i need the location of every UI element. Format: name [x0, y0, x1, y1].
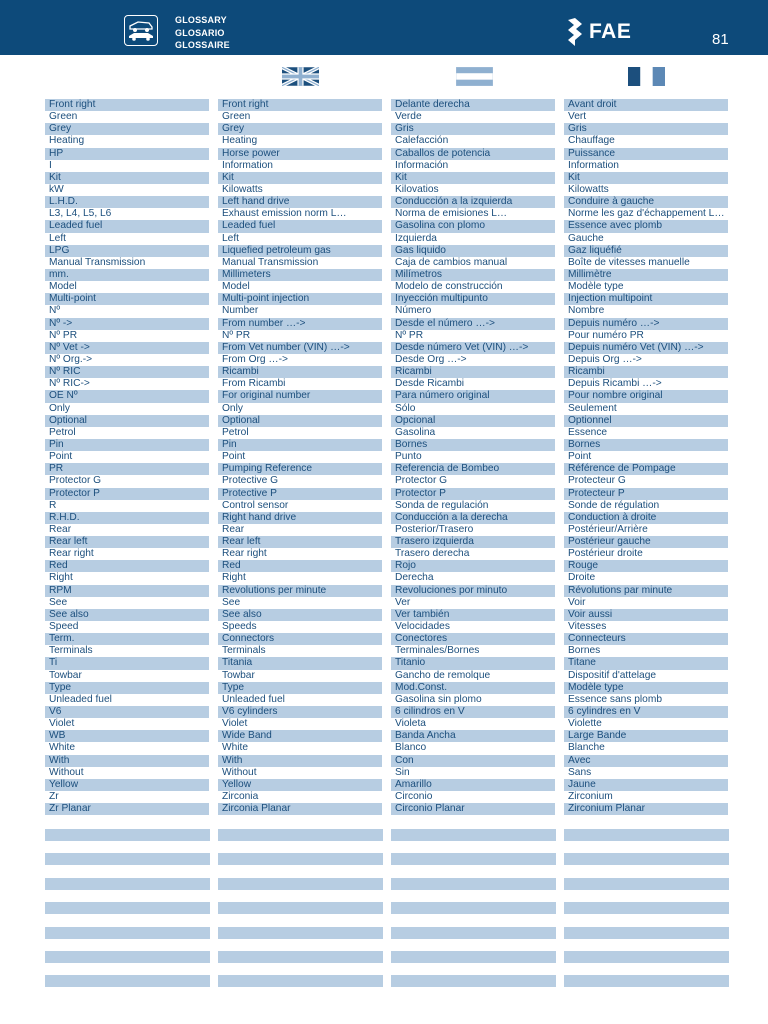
empty-row [45, 927, 210, 939]
list-item: Term. [45, 633, 209, 645]
list-item: From number …-> [218, 318, 382, 330]
list-item: Kilovatios [395, 183, 439, 195]
list-item: Zirconium Planar [564, 803, 728, 815]
empty-row [45, 951, 210, 963]
list-item: Violet [49, 718, 75, 730]
empty-row [564, 853, 729, 865]
list-item: Heating [49, 135, 85, 147]
list-item: Ricambi [564, 366, 728, 378]
list-item: Zirconium [568, 791, 613, 803]
list-item: kW [49, 183, 64, 195]
list-item: HP [45, 148, 209, 160]
column-spanish [391, 99, 555, 815]
list-item: With [218, 755, 382, 767]
list-item: See also [218, 609, 382, 621]
empty-row [391, 853, 556, 865]
list-item: Gancho de remolque [395, 669, 491, 681]
list-item: Depuis numéro Vet (VIN) …-> [564, 342, 728, 354]
empty-row [218, 902, 383, 914]
list-item: Nº Vet -> [45, 342, 209, 354]
list-item: Nombre [568, 305, 605, 317]
list-item: Nº RIC-> [49, 378, 90, 390]
list-item: Without [222, 766, 257, 778]
fae-logo-icon [565, 17, 585, 47]
list-item: Kit [45, 172, 209, 184]
empty-row [218, 927, 383, 939]
list-item: Titanio [391, 657, 555, 669]
list-item: From Ricambi [222, 378, 286, 390]
list-item: Norma de emisiones L… [395, 208, 508, 220]
list-item: Révolutions par minute [564, 585, 728, 597]
list-item: Grey [45, 123, 209, 135]
list-item: Grey [218, 123, 382, 135]
list-item: Postérieur/Arrière [568, 523, 648, 535]
list-item: Protector G [49, 475, 102, 487]
list-item: Conducción a la derecha [391, 512, 555, 524]
list-item: Large Bande [564, 730, 728, 742]
list-item: From Org …-> [222, 353, 288, 365]
list-item: LPG [45, 245, 209, 257]
list-item: Optional [45, 415, 209, 427]
empty-row [391, 951, 556, 963]
list-item: Amarillo [391, 779, 555, 791]
empty-row [45, 829, 210, 841]
list-item: Posterior/Trasero [395, 523, 474, 535]
list-item: L3, L4, L5, L6 [49, 208, 112, 220]
list-item: Modèle type [564, 682, 728, 694]
glossary-titles [175, 14, 230, 52]
list-item: Sans [568, 766, 592, 778]
list-item: Exhaust emission norm L… [222, 208, 347, 220]
list-item: Type [218, 682, 382, 694]
list-item: Nº PR [49, 329, 78, 341]
list-item: Ricambi [218, 366, 382, 378]
list-item: Left [222, 232, 239, 244]
list-item: Para número original [391, 390, 555, 402]
list-item: Revoluciones por minuto [391, 585, 555, 597]
uk-flag-icon [282, 67, 319, 91]
list-item: Desde número Vet (VIN) …-> [391, 342, 555, 354]
empty-row [218, 951, 383, 963]
list-item: Injection multipoint [564, 293, 728, 305]
list-item: Sonda de regulación [395, 499, 489, 511]
list-item: Red [218, 560, 382, 572]
list-item: Opcional [391, 415, 555, 427]
list-item: Yellow [45, 779, 209, 791]
empty-row [45, 975, 210, 987]
list-item: Gas liquido [391, 245, 555, 257]
list-item: Mod.Const. [391, 682, 555, 694]
empty-row [391, 927, 556, 939]
list-item: Manual Transmission [222, 256, 319, 268]
list-item: Depuis Ricambi …-> [568, 378, 662, 390]
list-item: Calefacción [395, 135, 449, 147]
list-item: Ver [395, 596, 411, 608]
list-item: Multi-point injection [218, 293, 382, 305]
list-item: Droite [568, 572, 596, 584]
list-item: Kit [564, 172, 728, 184]
list-item: Pumping Reference [218, 463, 382, 475]
list-item: Inyección multipunto [391, 293, 555, 305]
empty-row [391, 829, 556, 841]
list-item: Connectors [218, 633, 382, 645]
list-item: Point [568, 451, 592, 463]
list-item: Pin [218, 439, 382, 451]
title-french: GLOSSAIRE [175, 40, 230, 50]
list-item: Modèle type [568, 281, 624, 293]
list-item: Violet [222, 718, 248, 730]
list-item: Caja de cambios manual [395, 256, 508, 268]
list-item: Puissance [564, 148, 728, 160]
list-item: Rear [49, 523, 72, 535]
list-item: Bornes [568, 645, 601, 657]
list-item: Red [45, 560, 209, 572]
empty-row [564, 927, 729, 939]
list-item: Número [395, 305, 432, 317]
list-item: Postérieur droite [568, 548, 643, 560]
list-item: Liquefied petroleum gas [218, 245, 382, 257]
list-item: R.H.D. [45, 512, 209, 524]
list-item: Zirconia Planar [218, 803, 382, 815]
list-item: Unleaded fuel [222, 693, 285, 705]
list-item: Right [222, 572, 246, 584]
list-item: RPM [45, 585, 209, 597]
empty-row [45, 878, 210, 890]
list-item: Rojo [391, 560, 555, 572]
list-item: Manual Transmission [49, 256, 146, 268]
list-item: mm. [45, 269, 209, 281]
list-item: R [49, 499, 57, 511]
list-item: Nº Org.-> [49, 353, 93, 365]
column-english-abbreviation [45, 99, 209, 815]
list-item: Speed [49, 621, 79, 633]
list-item: Depuis numéro …-> [564, 318, 728, 330]
list-item: Gasolina [395, 426, 436, 438]
list-item: Ver también [391, 609, 555, 621]
list-item: Jaune [564, 779, 728, 791]
list-item: Front right [45, 99, 209, 111]
list-item: Petrol [222, 426, 249, 438]
title-spanish: GLOSARIO [175, 27, 225, 38]
list-item: Seulement [568, 402, 617, 414]
list-item: Left hand drive [218, 196, 382, 208]
list-item: Essence sans plomb [568, 693, 663, 705]
list-item: Información [395, 159, 449, 171]
list-item: Kilowatts [222, 183, 263, 195]
list-item: With [45, 755, 209, 767]
list-item: Titania [218, 657, 382, 669]
list-item: Gasolina con plomo [391, 220, 555, 232]
empty-row [391, 878, 556, 890]
list-item: Caballos de potencia [391, 148, 555, 160]
list-item: Conducción a la izquierda [391, 196, 555, 208]
list-item: WB [45, 730, 209, 742]
empty-row [45, 902, 210, 914]
list-item: Bornes [564, 439, 728, 451]
list-item: Trasero izquierda [391, 536, 555, 548]
list-item: Leaded fuel [218, 220, 382, 232]
list-item: Vert [568, 111, 587, 123]
list-item: Terminals [222, 645, 266, 657]
empty-row [564, 829, 729, 841]
list-item: Essence [568, 426, 608, 438]
list-item: Desde Ricambi [395, 378, 465, 390]
brand-name: FAE [589, 20, 632, 43]
list-item: Rear right [49, 548, 94, 560]
list-item: Zr [49, 791, 59, 803]
list-item: Leaded fuel [45, 220, 209, 232]
list-item: Voir [568, 596, 586, 608]
list-item: Towbar [49, 669, 82, 681]
empty-row [391, 902, 556, 914]
title-english: GLOSSARY [175, 15, 227, 25]
list-item: Sin [395, 766, 410, 778]
list-item: Banda Ancha [391, 730, 555, 742]
list-item: Optionnel [564, 415, 728, 427]
list-item: Blanco [395, 742, 427, 754]
list-item: Bornes [391, 439, 555, 451]
list-item: Optional [218, 415, 382, 427]
list-item: Punto [395, 451, 422, 463]
list-item: Derecha [395, 572, 434, 584]
list-item: Terminales/Bornes [395, 645, 480, 657]
list-item: Nº [49, 305, 61, 317]
list-item: Pour nombre original [564, 390, 728, 402]
list-item: Protector P [45, 488, 209, 500]
france-flag-icon [628, 67, 665, 91]
empty-row [218, 853, 383, 865]
list-item: Point [222, 451, 246, 463]
list-item: White [222, 742, 249, 754]
list-item: Modelo de construcción [395, 281, 503, 293]
list-item: Izquierda [395, 232, 437, 244]
list-item: Only [222, 402, 243, 414]
list-item: Gaz liquéfié [564, 245, 728, 257]
list-item: Nº PR [395, 329, 424, 341]
list-item: Sonde de régulation [568, 499, 660, 511]
page-number: 81 [712, 31, 729, 48]
list-item: Kit [391, 172, 555, 184]
list-item: Millimètre [564, 269, 728, 281]
list-item: Revolutions per minute [218, 585, 382, 597]
list-item: Delante derecha [391, 99, 555, 111]
header-bar [0, 0, 768, 55]
list-item: I [49, 159, 52, 171]
list-item: From Vet number (VIN) …-> [218, 342, 382, 354]
list-item: Vitesses [568, 621, 607, 633]
list-item: Protector P [391, 488, 555, 500]
list-item: Blanche [568, 742, 605, 754]
list-item: Millimeters [218, 269, 382, 281]
list-item: Kilowatts [568, 183, 609, 195]
list-item: Référence de Pompage [564, 463, 728, 475]
empty-row [218, 878, 383, 890]
list-item: Model [49, 281, 77, 293]
list-item: Gris [391, 123, 555, 135]
list-item: Model [222, 281, 250, 293]
list-item: Green [49, 111, 78, 123]
list-item: Nº RIC [45, 366, 209, 378]
list-item: Front right [218, 99, 382, 111]
list-item: Conduction à droite [564, 512, 728, 524]
list-item: Milímetros [391, 269, 555, 281]
list-item: Without [49, 766, 84, 778]
list-item: V6 [45, 706, 209, 718]
list-item: Yellow [218, 779, 382, 791]
list-item: Referencia de Bombeo [391, 463, 555, 475]
list-item: 6 cylindres en V [564, 706, 728, 718]
empty-row [218, 975, 383, 987]
list-item: Desde Org …-> [395, 353, 467, 365]
list-item: Violeta [395, 718, 426, 730]
list-item: Protective P [218, 488, 382, 500]
list-item: PR [45, 463, 209, 475]
list-item: Gasolina sin plomo [395, 693, 482, 705]
list-item: Titane [564, 657, 728, 669]
list-item: Avec [564, 755, 728, 767]
list-item: V6 cylinders [218, 706, 382, 718]
list-item: Zr Planar [45, 803, 209, 815]
list-item: Number [222, 305, 259, 317]
list-item: Right hand drive [218, 512, 382, 524]
list-item: Unleaded fuel [49, 693, 112, 705]
list-item: Circonio [395, 791, 433, 803]
list-item: Dispositif d'attelage [568, 669, 657, 681]
list-item: Voir aussi [564, 609, 728, 621]
empty-row [564, 975, 729, 987]
list-item: Right [49, 572, 73, 584]
list-item: L.H.D. [45, 196, 209, 208]
empty-row [218, 829, 383, 841]
list-item: Information [222, 159, 273, 171]
list-item: Circonio Planar [391, 803, 555, 815]
list-item: Point [49, 451, 73, 463]
list-item: Verde [395, 111, 422, 123]
list-item: Rear right [222, 548, 267, 560]
list-item: Information [568, 159, 619, 171]
list-item: Left [49, 232, 66, 244]
list-item: Protector G [395, 475, 448, 487]
list-item: Rouge [564, 560, 728, 572]
list-item: Essence avec plomb [564, 220, 728, 232]
list-item: Con [391, 755, 555, 767]
list-item: Multi-point [45, 293, 209, 305]
empty-row [564, 951, 729, 963]
list-item: 6 cilindros en V [391, 706, 555, 718]
list-item: Speeds [222, 621, 257, 633]
list-item: Sólo [395, 402, 416, 414]
list-item: Postérieur gauche [564, 536, 728, 548]
list-item: Towbar [222, 669, 255, 681]
list-item: Pour numéro PR [568, 329, 644, 341]
empty-row [564, 902, 729, 914]
list-item: Ricambi [391, 366, 555, 378]
list-item: Terminals [49, 645, 93, 657]
list-item: Rear [222, 523, 245, 535]
list-item: See also [45, 609, 209, 621]
list-item: Nº -> [45, 318, 209, 330]
list-item: Trasero derecha [395, 548, 470, 560]
list-item: See [222, 596, 241, 608]
list-item: Pin [45, 439, 209, 451]
list-item: Gauche [568, 232, 604, 244]
list-item: Wide Band [218, 730, 382, 742]
list-item: Desde el número …-> [391, 318, 555, 330]
list-item: Depuis Org …-> [568, 353, 642, 365]
list-item: Petrol [49, 426, 76, 438]
list-item: Connecteurs [564, 633, 728, 645]
list-item: Velocidades [395, 621, 450, 633]
list-item: White [49, 742, 76, 754]
list-item: Conduire à gauche [564, 196, 728, 208]
list-item: Protecteur P [564, 488, 728, 500]
list-item: See [49, 596, 68, 608]
list-item: Rear left [218, 536, 382, 548]
empty-row [391, 975, 556, 987]
list-item: Horse power [218, 148, 382, 160]
list-item: Chauffage [568, 135, 615, 147]
list-item: Type [45, 682, 209, 694]
list-item: Ti [45, 657, 209, 669]
list-item: Green [222, 111, 251, 123]
list-item: Zirconia [222, 791, 259, 803]
list-item: Conectores [391, 633, 555, 645]
list-item: Heating [222, 135, 258, 147]
list-item: OE Nº [45, 390, 209, 402]
list-item: Protective G [222, 475, 279, 487]
column-english [218, 99, 382, 815]
column-french [564, 99, 728, 815]
list-item: For original number [218, 390, 382, 402]
list-item: Violette [568, 718, 602, 730]
list-item: Avant droit [564, 99, 728, 111]
empty-row [564, 878, 729, 890]
car-icon [124, 15, 158, 46]
list-item: Norme les gaz d'échappement L… [568, 208, 725, 220]
list-item: Kit [218, 172, 382, 184]
argentina-flag-icon [456, 67, 493, 91]
list-item: Nº PR [222, 329, 251, 341]
list-item: Only [49, 402, 70, 414]
list-item: Rear left [45, 536, 209, 548]
list-item: Protecteur G [568, 475, 626, 487]
empty-row [45, 853, 210, 865]
list-item: Gris [564, 123, 728, 135]
list-item: Control sensor [222, 499, 289, 511]
list-item: Boîte de vitesses manuelle [568, 256, 690, 268]
